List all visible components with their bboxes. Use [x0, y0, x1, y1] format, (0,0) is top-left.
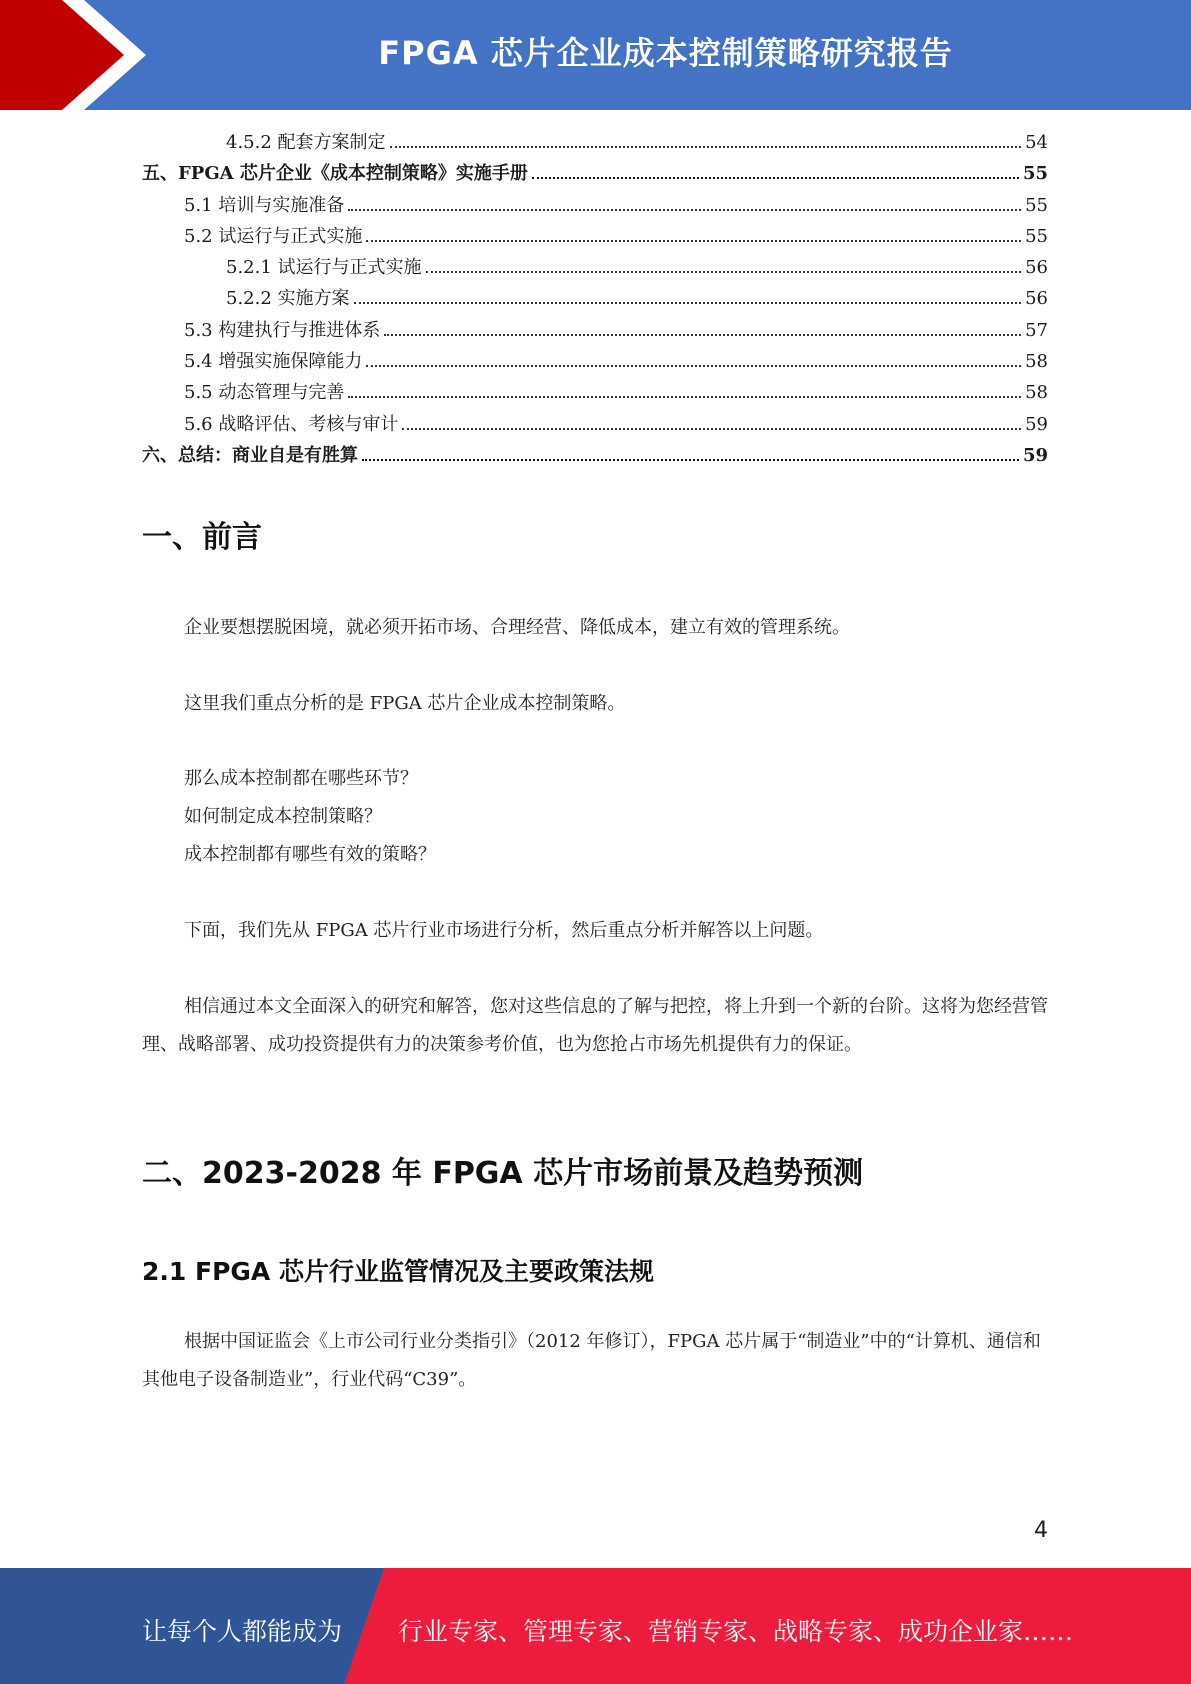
question-line: 如何制定成本控制策略？: [184, 806, 382, 827]
toc-entry[interactable]: [142, 222, 1048, 253]
toc-entry[interactable]: [142, 347, 1048, 378]
toc-entry-page: 55: [1022, 163, 1048, 185]
header-banner: [0, 0, 1191, 110]
toc-dot-leader: [354, 290, 1022, 304]
toc-dot-leader: [366, 353, 1021, 367]
toc-dot-leader: [402, 416, 1021, 430]
toc-entry-title: 五、FPGA 芯片企业《成本控制策略》实施手册: [142, 163, 528, 185]
toc-entry-title: 5.3 构建执行与推进体系: [184, 319, 381, 341]
footer-banner: [0, 1568, 1191, 1684]
toc-entry-title: 5.6 战略评估、考核与审计: [184, 413, 399, 435]
toc-entry[interactable]: [142, 284, 1048, 315]
toc-entry-page: 56: [1025, 288, 1048, 310]
subsection-heading: 2.1 FPGA 芯片行业监管情况及主要政策法规: [142, 1257, 654, 1286]
paragraph: 根据中国证监会《上市公司行业分类指引》（2012 年修订），FPGA 芯片属于“制造业”中的“计算机、通信和其他电子设备制造业”，行业代码“C39”。: [142, 1331, 1041, 1390]
toc-dot-leader: [348, 197, 1021, 211]
toc-entry-page: 58: [1025, 351, 1048, 373]
toc-entry[interactable]: [142, 378, 1048, 409]
section-heading-preface: 一、前言: [142, 520, 262, 555]
toc-dot-leader: [426, 259, 1022, 273]
header-title: FPGA 芯片企业成本控制策略研究报告: [378, 34, 953, 72]
toc-dot-leader: [390, 134, 1022, 148]
footer-slogan-right: 行业专家、管理专家、营销专家、战略专家、成功企业家……: [398, 1617, 1074, 1646]
toc-entry[interactable]: [142, 441, 1048, 472]
toc-entry-page: 58: [1025, 382, 1048, 404]
section-heading-market: 二、2023-2028 年 FPGA 芯片市场前景及趋势预测: [142, 1156, 864, 1191]
toc-entry-title: 4.5.2 配套方案制定: [226, 132, 386, 153]
toc-entry[interactable]: [142, 191, 1048, 222]
toc-entry-title: 5.2.1 试运行与正式实施: [226, 257, 422, 279]
toc-entry[interactable]: [142, 316, 1048, 347]
toc-dot-leader: [362, 447, 1019, 461]
toc-entry-page: 54: [1025, 132, 1048, 153]
toc-entry-page: 55: [1025, 194, 1048, 216]
paragraph: 企业要想摆脱困境，就必须开拓市场、合理经营、降低成本，建立有效的管理系统。: [184, 617, 850, 638]
toc-entry-title: 5.2.2 实施方案: [226, 288, 350, 310]
toc-entry-page: 59: [1022, 444, 1048, 466]
footer-slogan-left: 让每个人都能成为: [142, 1617, 343, 1646]
toc-entry[interactable]: [142, 128, 1048, 159]
toc-dot-leader: [348, 384, 1021, 398]
toc-entry-page: 57: [1025, 319, 1048, 341]
paragraph: 下面，我们先从 FPGA 芯片行业市场进行分析，然后重点分析并解答以上问题。: [184, 920, 824, 941]
toc-entry[interactable]: [142, 253, 1048, 284]
toc-entry-page: 55: [1025, 225, 1048, 247]
question-line: 成本控制都有哪些有效的策略？: [184, 844, 436, 865]
question-line: 那么成本控制都在哪些环节？: [184, 768, 418, 789]
toc-dot-leader: [532, 165, 1019, 179]
toc-entry-title: 5.5 动态管理与完善: [184, 382, 345, 404]
toc-entry[interactable]: [142, 159, 1048, 190]
toc-dot-leader: [366, 228, 1021, 242]
toc-entry-title: 5.1 培训与实施准备: [184, 194, 345, 216]
toc-entry-title: 5.4 增强实施保障能力: [184, 351, 363, 373]
toc-entry[interactable]: [142, 410, 1048, 441]
table-of-contents: [142, 128, 1048, 472]
paragraph: 相信通过本文全面深入的研究和解答，您对这些信息的了解与把控，将上升到一个新的台阶。这将为您经营管理、战略部署、成功投资提供有力的决策参考价值，也为您抢占市场先机提供有力的保证。: [142, 996, 1048, 1055]
toc-entry-page: 59: [1025, 413, 1048, 435]
toc-entry-title: 5.2 试运行与正式实施: [184, 225, 363, 247]
page-number: 4: [1034, 1518, 1048, 1543]
paragraph: 这里我们重点分析的是 FPGA 芯片企业成本控制策略。: [184, 693, 626, 714]
toc-dot-leader: [384, 322, 1021, 336]
toc-entry-title: 六、总结：商业自是有胜算: [142, 444, 358, 466]
toc-entry-page: 56: [1025, 257, 1048, 279]
